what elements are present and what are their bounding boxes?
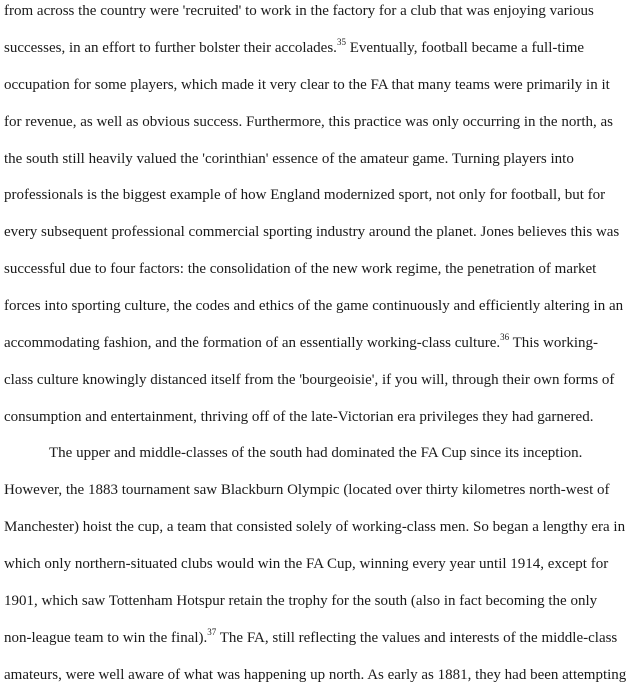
text-line: from across the country were 'recruited' to work in the factory for a club that was enjoying various — [4, 3, 594, 19]
text-line: accommodating fashion, and the formation of an essentially working-class culture.$^{36}$ This working- — [4, 332, 598, 351]
text-line: the south still heavily valued the 'corinthian' essence of the amateur game. Turning players into — [4, 151, 574, 167]
text-line: However, the 1883 tournament saw Blackburn Olympic (located over thirty kilometres north-west of — [4, 482, 610, 498]
text-line: non-league team to win the final).$^{37}$ The FA, still reflecting the values and interests of the middle-class — [4, 627, 618, 646]
footnote-marker: 35 — [336, 37, 346, 47]
paragraph-first-line: The upper and middle-classes of the south had dominated the FA Cup since its inception. — [49, 445, 583, 461]
text-line: for revenue, as well as obvious success. Furthermore, this practice was only occurring in the north, as — [4, 114, 613, 130]
text-line: forces into sporting culture, the codes and ethics of the game continuously and efficiently altering in an — [4, 298, 624, 314]
text-line: 1901, which saw Tottenham Hotspur retain the trophy for the south (also in fact becoming the only — [4, 593, 598, 609]
text-line: amateurs, were well aware of what was happening up north. As early as 1881, they had been attempting — [4, 667, 627, 683]
text-line: successful due to four factors: the consolidation of the new work regime, the penetration of market — [4, 261, 597, 277]
text-line: successes, in an effort to further bolster their accolades.$^{35}$ Eventually, football became a full-time — [4, 37, 585, 56]
footnote-marker: 37 — [207, 627, 217, 637]
text-line: occupation for some players, which made it very clear to the FA that many teams were primarily in it — [4, 77, 610, 93]
text-line: Manchester) hoist the cup, a team that consisted solely of working-class men. So began a lengthy era in — [4, 519, 626, 535]
text-line: class culture knowingly distanced itself from the 'bourgeoisie', if you will, through their own forms of — [4, 372, 615, 388]
text-line: consumption and entertainment, thriving off of the late-Victorian era privileges they had garnered. — [4, 409, 594, 425]
text-line: which only northern-situated clubs would win the FA Cup, winning every year until 1914, except for — [4, 556, 609, 572]
footnote-marker: 36 — [500, 332, 510, 342]
text-line: every subsequent professional commercial sporting industry around the planet. Jones believes this was — [4, 224, 620, 240]
text-line: professionals is the biggest example of how England modernized sport, not only for football, but for — [4, 187, 606, 203]
